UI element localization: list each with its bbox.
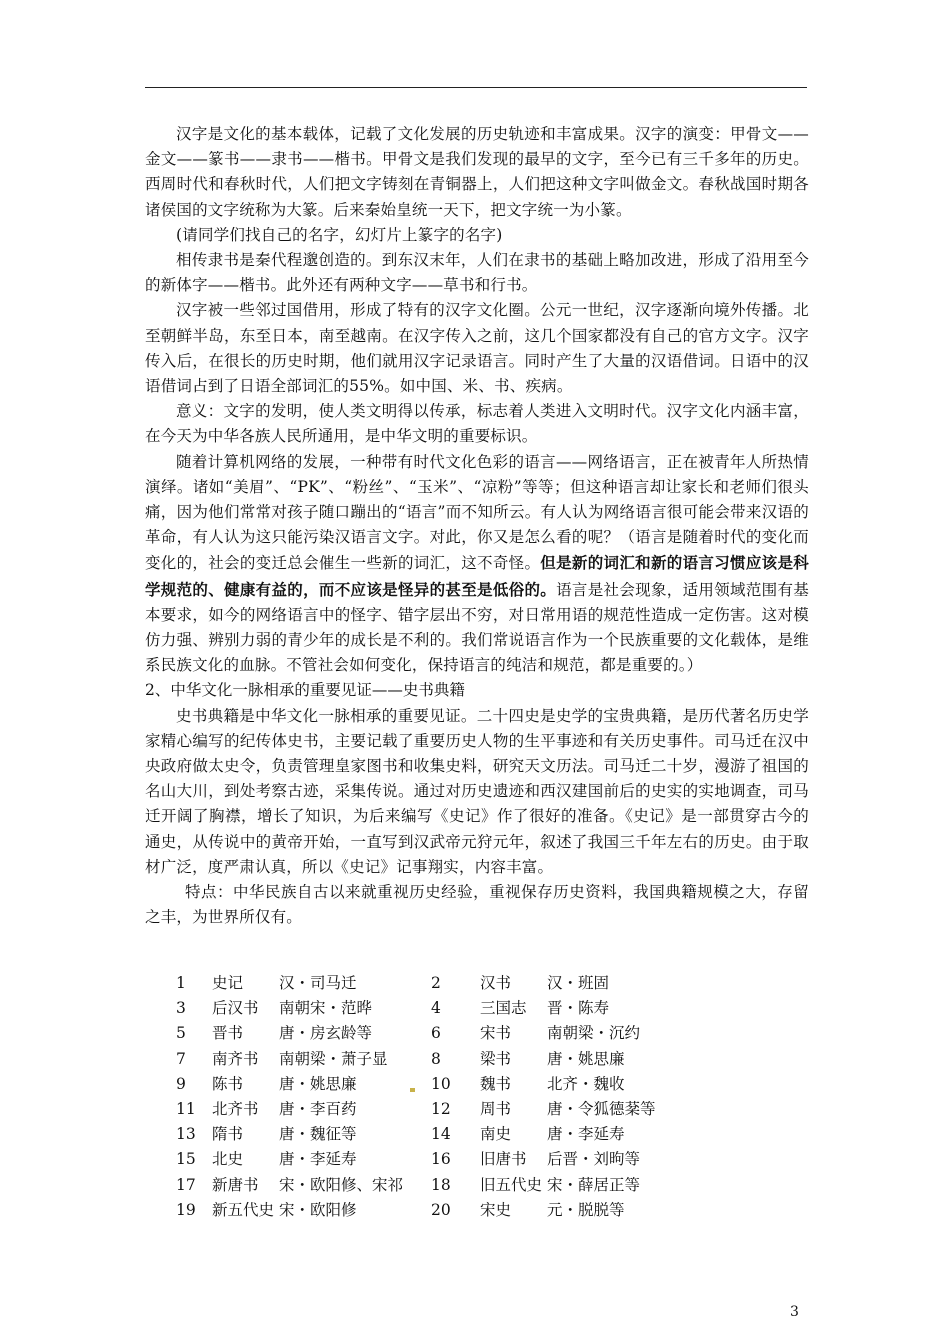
cell-title-left: 晋书 — [212, 1024, 244, 1043]
cell-index-right: 16 — [431, 1150, 451, 1169]
page-number: 3 — [790, 1304, 799, 1320]
cell-index-right: 12 — [431, 1099, 451, 1118]
cell-author-left: 唐・李百药 — [279, 1099, 357, 1118]
cell-author-right: 后晋・刘昫等 — [547, 1150, 641, 1169]
paragraph-history-books: 史书典籍是中华文化一脉相承的重要见证。二十四史是史学的宝贵典籍，是历代著名历史学家精心编写的纪传体史书，主要记载了重要历史人物的生平事迹和有关历史事件。司马迁在汉中央政府做太史令，负责管理皇家图书和收集史料，研究天文历法。司马迁二十岁，漫游了祖国的名山大川，到处考察古迹，采集传说。通过对历史遗迹和西汉建国前后的史实的实地调查，司马迁开阔了胸襟，增长了知识，为后来编写《史记》作了很好的准备。《史记》是一部贯穿古今的通史，从传说中的黄帝开始，一直写到汉武帝元狩元年，叙述了我国三千年左右的历史。由于取材广泛，度严肃认真，所以《史记》记事翔实，内容丰富。 — [145, 706, 809, 876]
cell-author-left: 南朝宋・范晔 — [279, 999, 373, 1018]
paragraph-hanzi-culture-circle: 汉字被一些邻过国借用，形成了特有的汉字文化圈。公元一世纪，汉字逐渐向境外传播。北至朝鲜半岛，东至日本，南至越南。在汉字传入之前，这几个国家都没有自己的官方文字。汉字传入后，在很长的历史时期，他们就用汉字记录语言。同时产生了大量的汉语借词。日语中的汉语借词占到了日语全部词汇的55%。如中国、米、书、疾病。 — [145, 301, 809, 396]
table-row — [176, 1173, 736, 1198]
cell-author-right: 南朝梁・沉约 — [547, 1024, 641, 1043]
paragraph-significance: 意义：文字的发明，使人类文明得以传承，标志着人类进入文明时代。汉字文化内涵丰富，在今天为中华各族人民所通用，是中华文明的重要标识。 — [145, 402, 809, 446]
network-text-bold: 但是新的词汇和新的语言习惯应该是科学规范的、健康有益的，而不应该是怪异的甚至是低俗的。 — [145, 553, 809, 599]
cell-index-right: 2 — [431, 974, 441, 992]
cell-author-left: 宋・欧阳修 — [279, 1200, 357, 1219]
table-row — [176, 971, 736, 996]
cell-author-left: 唐・魏征等 — [279, 1125, 357, 1144]
document-body — [145, 122, 809, 931]
cell-author-right: 北齐・魏收 — [547, 1074, 625, 1093]
cell-index-right: 18 — [431, 1175, 451, 1194]
table-row — [176, 1047, 736, 1072]
cell-title-right: 梁书 — [480, 1049, 512, 1068]
cell-index-right: 4 — [431, 999, 441, 1018]
paragraph-classroom-note: (请同学们找自己的名字，幻灯片上篆字的名字) — [176, 225, 503, 244]
cell-title-right: 汉书 — [480, 974, 512, 992]
cell-author-right: 宋・薛居正等 — [547, 1175, 641, 1194]
cell-author-right: 晋・陈寿 — [547, 999, 610, 1018]
cell-index-right: 20 — [431, 1200, 451, 1219]
cell-author-left: 宋・欧阳修、宋祁 — [279, 1175, 404, 1194]
cell-title-left: 北史 — [212, 1150, 244, 1169]
cell-index-left: 13 — [176, 1125, 196, 1144]
cell-index-left: 17 — [176, 1175, 196, 1194]
network-text-after: 语言是社会现象，适用领域范围有基本要求，如今的网络语言中的怪字、错字层出不穷，对日常用语的规范性造成一定伤害。这对模仿力强、辨别力弱的青少年的成长是不利的。我们常说语言作为一个民族重要的文化载体，是维系民族文化的血脉。不管社会如何变化，保持语言的纯洁和规范，都是重要的。） — [145, 580, 810, 675]
cell-title-left: 陈书 — [212, 1074, 244, 1093]
cell-index-left: 15 — [176, 1150, 196, 1169]
network-text-before: 随着计算机网络的发展，一种带有时代文化色彩的语言——网络语言，正在被青年人所热情演绎。诸如“美眉”、“PK”、“粉丝”、“玉米”、“凉粉”等等；但这种语言却让家长和老师们很头痛，因为他们常常对孩子随口蹦出的“语言”而不知所云。有人认为网络语言很可能会带来汉语的革命，有人认为这只能污染汉语言文字。对此，你又是怎么看的呢？（语言是随着时代的变化而变化的，社会的变迁总会催生一些新的词汇，这不奇怪。 — [145, 452, 809, 573]
cell-author-right: 唐・李延寿 — [547, 1125, 625, 1144]
paragraph-hanzi-evolution: 汉字是文化的基本载体，记载了文化发展的历史轨迹和丰富成果。汉字的演变：甲骨文——金文——篆书——隶书——楷书。甲骨文是我们发现的最早的文字，至今已有三千多年的历史。西周时代和春秋时代，人们把文字铸刻在青铜器上，人们把这种文字叫做金文。春秋战国时期各诸侯国的文字统称为大篆。后来秦始皇统一天下，把文字统一为小篆。 — [145, 125, 809, 219]
table-row — [176, 1122, 736, 1147]
cell-index-right: 8 — [431, 1049, 441, 1068]
header-rule — [145, 87, 807, 88]
table-row — [176, 1072, 736, 1097]
cell-title-right: 三国志 — [480, 999, 527, 1018]
paragraph-features: 特点：中华民族自古以来就重视历史经验，重视保存历史资料，我国典籍规模之大，存留之丰，为世界所仅有。 — [145, 883, 809, 927]
cell-index-left: 3 — [176, 999, 186, 1018]
cell-title-right: 魏书 — [480, 1074, 512, 1093]
cell-title-right: 旧五代史 — [480, 1175, 543, 1194]
cell-index-right: 6 — [431, 1024, 441, 1043]
table-row — [176, 1097, 736, 1122]
cell-title-left: 新唐书 — [212, 1175, 259, 1194]
cell-author-left: 唐・姚思廉 — [279, 1074, 357, 1093]
section-heading: 2、中华文化一脉相承的重要见证——史书典籍 — [145, 681, 465, 700]
paragraph-network-language — [145, 450, 809, 679]
cell-title-left: 史记 — [212, 974, 244, 992]
paragraph-lishu-kaishu: 相传隶书是秦代程邈创造的。到东汉末年，人们在隶书的基础上略加改进，形成了沿用至今的新体字——楷书。此外还有两种文字——草书和行书。 — [145, 251, 809, 295]
cell-author-left: 唐・李延寿 — [279, 1150, 357, 1169]
cell-title-right: 南史 — [480, 1125, 512, 1144]
cell-author-left: 南朝梁・萧子显 — [279, 1049, 388, 1068]
cell-index-left: 11 — [176, 1099, 196, 1118]
cell-title-right: 周书 — [480, 1099, 512, 1118]
cell-title-right: 宋书 — [480, 1024, 512, 1043]
cell-title-left: 南齐书 — [212, 1049, 259, 1068]
table-row — [176, 1147, 736, 1172]
cell-author-right: 唐・令狐德棻等 — [547, 1099, 656, 1118]
cell-title-left: 北齐书 — [212, 1099, 259, 1118]
decorative-mark — [410, 1088, 415, 1092]
cell-author-left: 唐・房玄龄等 — [279, 1024, 373, 1043]
cell-index-left: 7 — [176, 1049, 186, 1068]
table-row — [176, 1021, 736, 1046]
cell-index-left: 1 — [176, 974, 186, 992]
cell-author-right: 元・脱脱等 — [547, 1200, 625, 1219]
cell-index-right: 14 — [431, 1125, 451, 1144]
cell-index-left: 5 — [176, 1024, 186, 1043]
twenty-four-histories-table — [176, 971, 736, 1223]
cell-title-right: 旧唐书 — [480, 1150, 527, 1169]
table-row — [176, 996, 736, 1021]
cell-index-left: 9 — [176, 1074, 186, 1093]
cell-author-right: 汉・班固 — [547, 974, 610, 992]
cell-author-right: 唐・姚思廉 — [547, 1049, 625, 1068]
cell-index-left: 19 — [176, 1200, 196, 1219]
cell-title-left: 新五代史 — [212, 1200, 275, 1219]
cell-title-left: 后汉书 — [212, 999, 259, 1018]
table-row — [176, 1198, 736, 1223]
cell-author-left: 汉・司马迁 — [279, 974, 357, 992]
cell-title-right: 宋史 — [480, 1200, 512, 1219]
cell-title-left: 隋书 — [212, 1125, 244, 1144]
cell-index-right: 10 — [431, 1074, 451, 1093]
